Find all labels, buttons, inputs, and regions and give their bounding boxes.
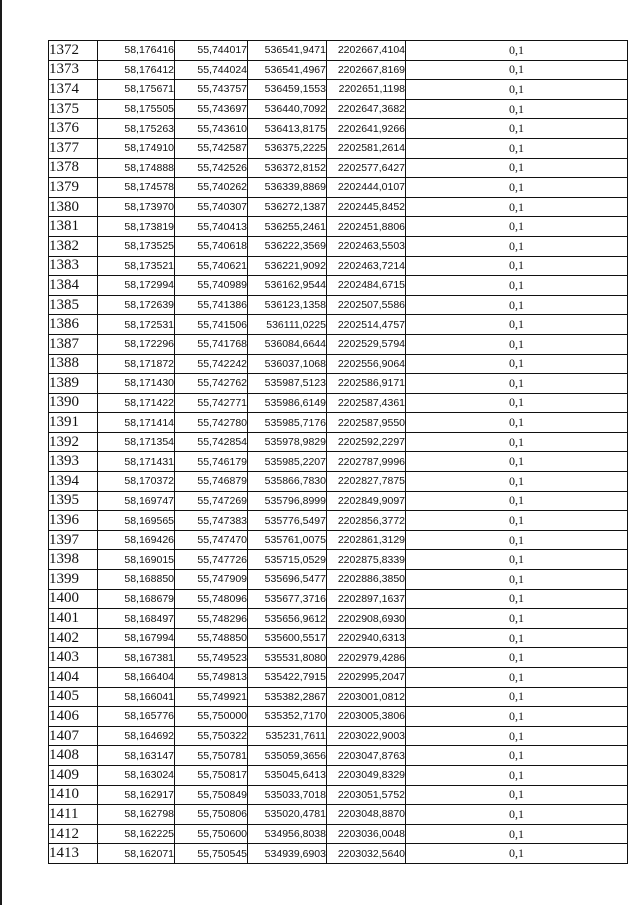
point-number-cell: 1373 — [49, 60, 98, 80]
accuracy-cell: 0,1 — [406, 570, 628, 590]
point-number-cell: 1412 — [49, 824, 98, 844]
coord-y-cell: 2202667,8169 — [327, 60, 406, 80]
point-number-cell: 1408 — [49, 746, 98, 766]
coord-y-cell: 2203051,5752 — [327, 785, 406, 805]
longitude-cell: 55,749523 — [175, 648, 248, 668]
accuracy-cell: 0,1 — [406, 530, 628, 550]
coord-y-cell: 2202445,8452 — [327, 197, 406, 217]
accuracy-cell: 0,1 — [406, 785, 628, 805]
accuracy-cell: 0,1 — [406, 609, 628, 629]
table-row — [49, 315, 628, 335]
point-number-cell: 1396 — [49, 511, 98, 531]
coord-x-cell: 534939,6903 — [248, 844, 327, 864]
accuracy-cell: 0,1 — [406, 158, 628, 178]
longitude-cell: 55,740307 — [175, 197, 248, 217]
latitude-cell: 58,164692 — [98, 726, 175, 746]
latitude-cell: 58,172639 — [98, 295, 175, 315]
latitude-cell: 58,171414 — [98, 413, 175, 433]
coord-y-cell: 2202514,4757 — [327, 315, 406, 335]
coord-x-cell: 535033,7018 — [248, 785, 327, 805]
coord-y-cell: 2203049,8329 — [327, 765, 406, 785]
table-row — [49, 217, 628, 237]
longitude-cell: 55,742762 — [175, 374, 248, 394]
coord-y-cell: 2202641,9266 — [327, 119, 406, 139]
coord-y-cell: 2202940,6313 — [327, 628, 406, 648]
table-row — [49, 824, 628, 844]
point-number-cell: 1413 — [49, 844, 98, 864]
coord-x-cell: 535776,5497 — [248, 511, 327, 531]
coord-x-cell: 535020,4781 — [248, 805, 327, 825]
accuracy-cell: 0,1 — [406, 648, 628, 668]
table-row — [49, 648, 628, 668]
point-number-cell: 1387 — [49, 334, 98, 354]
accuracy-cell: 0,1 — [406, 334, 628, 354]
latitude-cell: 58,162798 — [98, 805, 175, 825]
table-row — [49, 158, 628, 178]
latitude-cell: 58,172296 — [98, 334, 175, 354]
table-row — [49, 609, 628, 629]
coord-x-cell: 535987,5123 — [248, 374, 327, 394]
coord-x-cell: 536123,1358 — [248, 295, 327, 315]
table-row — [49, 687, 628, 707]
accuracy-cell: 0,1 — [406, 256, 628, 276]
point-number-cell: 1372 — [49, 41, 98, 61]
latitude-cell: 58,163147 — [98, 746, 175, 766]
coord-x-cell: 536413,8175 — [248, 119, 327, 139]
latitude-cell: 58,172994 — [98, 276, 175, 296]
longitude-cell: 55,750322 — [175, 726, 248, 746]
coord-y-cell: 2202886,3850 — [327, 570, 406, 590]
accuracy-cell: 0,1 — [406, 844, 628, 864]
point-number-cell: 1397 — [49, 530, 98, 550]
coord-y-cell: 2202667,4104 — [327, 41, 406, 61]
longitude-cell: 55,740989 — [175, 276, 248, 296]
coord-x-cell: 535761,0075 — [248, 530, 327, 550]
point-number-cell: 1378 — [49, 158, 98, 178]
coord-x-cell: 536222,3569 — [248, 236, 327, 256]
table-row — [49, 178, 628, 198]
longitude-cell: 55,750806 — [175, 805, 248, 825]
point-number-cell: 1400 — [49, 589, 98, 609]
coord-x-cell: 535656,9612 — [248, 609, 327, 629]
latitude-cell: 58,175505 — [98, 99, 175, 119]
point-number-cell: 1386 — [49, 315, 98, 335]
table-row — [49, 511, 628, 531]
longitude-cell: 55,746879 — [175, 472, 248, 492]
latitude-cell: 58,176412 — [98, 60, 175, 80]
longitude-cell: 55,740618 — [175, 236, 248, 256]
coord-x-cell: 536255,2461 — [248, 217, 327, 237]
latitude-cell: 58,163024 — [98, 765, 175, 785]
coord-y-cell: 2203047,8763 — [327, 746, 406, 766]
accuracy-cell: 0,1 — [406, 628, 628, 648]
accuracy-cell: 0,1 — [406, 295, 628, 315]
accuracy-cell: 0,1 — [406, 217, 628, 237]
coord-y-cell: 2202586,9171 — [327, 374, 406, 394]
longitude-cell: 55,742780 — [175, 413, 248, 433]
coord-x-cell: 535382,2867 — [248, 687, 327, 707]
point-number-cell: 1388 — [49, 354, 98, 374]
longitude-cell: 55,748096 — [175, 589, 248, 609]
latitude-cell: 58,173970 — [98, 197, 175, 217]
table-row — [49, 236, 628, 256]
table-row — [49, 550, 628, 570]
coord-y-cell: 2203005,3806 — [327, 707, 406, 727]
point-number-cell: 1380 — [49, 197, 98, 217]
table-row — [49, 452, 628, 472]
coord-y-cell: 2202875,8339 — [327, 550, 406, 570]
coord-x-cell: 535059,3656 — [248, 746, 327, 766]
point-number-cell: 1382 — [49, 236, 98, 256]
point-number-cell: 1409 — [49, 765, 98, 785]
coord-x-cell: 535715,0529 — [248, 550, 327, 570]
table-row — [49, 432, 628, 452]
accuracy-cell: 0,1 — [406, 765, 628, 785]
point-number-cell: 1379 — [49, 178, 98, 198]
point-number-cell: 1399 — [49, 570, 98, 590]
point-number-cell: 1402 — [49, 628, 98, 648]
longitude-cell: 55,747269 — [175, 491, 248, 511]
point-number-cell: 1393 — [49, 452, 98, 472]
accuracy-cell: 0,1 — [406, 687, 628, 707]
coord-x-cell: 535531,8080 — [248, 648, 327, 668]
table-row — [49, 785, 628, 805]
coordinates-table-body — [49, 41, 628, 864]
latitude-cell: 58,168497 — [98, 609, 175, 629]
latitude-cell: 58,176416 — [98, 41, 175, 61]
accuracy-cell: 0,1 — [406, 236, 628, 256]
point-number-cell: 1403 — [49, 648, 98, 668]
longitude-cell: 55,750545 — [175, 844, 248, 864]
table-row — [49, 197, 628, 217]
longitude-cell: 55,741386 — [175, 295, 248, 315]
latitude-cell: 58,171354 — [98, 432, 175, 452]
coord-x-cell: 535045,6413 — [248, 765, 327, 785]
coord-x-cell: 536372,8152 — [248, 158, 327, 178]
longitude-cell: 55,750849 — [175, 785, 248, 805]
accuracy-cell: 0,1 — [406, 393, 628, 413]
table-row — [49, 726, 628, 746]
latitude-cell: 58,166041 — [98, 687, 175, 707]
table-row — [49, 844, 628, 864]
coord-y-cell: 2202647,3682 — [327, 99, 406, 119]
latitude-cell: 58,171422 — [98, 393, 175, 413]
page-left-edge — [0, 0, 2, 905]
point-number-cell: 1406 — [49, 707, 98, 727]
coord-y-cell: 2202827,7875 — [327, 472, 406, 492]
accuracy-cell: 0,1 — [406, 589, 628, 609]
point-number-cell: 1390 — [49, 393, 98, 413]
coord-y-cell: 2203048,8870 — [327, 805, 406, 825]
coord-x-cell: 536375,2225 — [248, 138, 327, 158]
latitude-cell: 58,173525 — [98, 236, 175, 256]
accuracy-cell: 0,1 — [406, 707, 628, 727]
table-row — [49, 628, 628, 648]
latitude-cell: 58,174910 — [98, 138, 175, 158]
point-number-cell: 1375 — [49, 99, 98, 119]
accuracy-cell: 0,1 — [406, 726, 628, 746]
table-row — [49, 99, 628, 119]
coord-x-cell: 536037,1068 — [248, 354, 327, 374]
table-row — [49, 589, 628, 609]
accuracy-cell: 0,1 — [406, 491, 628, 511]
accuracy-cell: 0,1 — [406, 41, 628, 61]
coord-x-cell: 536084,6644 — [248, 334, 327, 354]
table-row — [49, 295, 628, 315]
longitude-cell: 55,742771 — [175, 393, 248, 413]
table-row — [49, 256, 628, 276]
accuracy-cell: 0,1 — [406, 432, 628, 452]
table-row — [49, 393, 628, 413]
accuracy-cell: 0,1 — [406, 413, 628, 433]
accuracy-cell: 0,1 — [406, 197, 628, 217]
longitude-cell: 55,747470 — [175, 530, 248, 550]
longitude-cell: 55,749813 — [175, 668, 248, 688]
latitude-cell: 58,165776 — [98, 707, 175, 727]
point-number-cell: 1401 — [49, 609, 98, 629]
coord-x-cell: 536440,7092 — [248, 99, 327, 119]
point-number-cell: 1385 — [49, 295, 98, 315]
accuracy-cell: 0,1 — [406, 452, 628, 472]
accuracy-cell: 0,1 — [406, 119, 628, 139]
coord-x-cell: 535677,3716 — [248, 589, 327, 609]
point-number-cell: 1394 — [49, 472, 98, 492]
latitude-cell: 58,175263 — [98, 119, 175, 139]
longitude-cell: 55,744024 — [175, 60, 248, 80]
coord-x-cell: 535796,8999 — [248, 491, 327, 511]
longitude-cell: 55,741506 — [175, 315, 248, 335]
point-number-cell: 1395 — [49, 491, 98, 511]
latitude-cell: 58,171872 — [98, 354, 175, 374]
coord-x-cell: 536339,8869 — [248, 178, 327, 198]
longitude-cell: 55,743610 — [175, 119, 248, 139]
coord-x-cell: 536459,1553 — [248, 80, 327, 100]
accuracy-cell: 0,1 — [406, 805, 628, 825]
point-number-cell: 1376 — [49, 119, 98, 139]
latitude-cell: 58,167994 — [98, 628, 175, 648]
longitude-cell: 55,748296 — [175, 609, 248, 629]
longitude-cell: 55,750000 — [175, 707, 248, 727]
accuracy-cell: 0,1 — [406, 60, 628, 80]
coord-x-cell: 536111,0225 — [248, 315, 327, 335]
coord-y-cell: 2202587,9550 — [327, 413, 406, 433]
coord-y-cell: 2202592,2297 — [327, 432, 406, 452]
coord-y-cell: 2202787,9996 — [327, 452, 406, 472]
table-row — [49, 413, 628, 433]
longitude-cell: 55,749921 — [175, 687, 248, 707]
longitude-cell: 55,740621 — [175, 256, 248, 276]
point-number-cell: 1392 — [49, 432, 98, 452]
coord-y-cell: 2202995,2047 — [327, 668, 406, 688]
coord-x-cell: 535978,9829 — [248, 432, 327, 452]
coord-y-cell: 2202849,9097 — [327, 491, 406, 511]
table-row — [49, 746, 628, 766]
latitude-cell: 58,168679 — [98, 589, 175, 609]
coord-x-cell: 535866,7830 — [248, 472, 327, 492]
longitude-cell: 55,742242 — [175, 354, 248, 374]
longitude-cell: 55,740413 — [175, 217, 248, 237]
point-number-cell: 1410 — [49, 785, 98, 805]
coord-x-cell: 535985,7176 — [248, 413, 327, 433]
latitude-cell: 58,162071 — [98, 844, 175, 864]
table-row — [49, 707, 628, 727]
latitude-cell: 58,169747 — [98, 491, 175, 511]
point-number-cell: 1384 — [49, 276, 98, 296]
coord-x-cell: 536541,9471 — [248, 41, 327, 61]
coord-y-cell: 2202507,5586 — [327, 295, 406, 315]
coord-x-cell: 535696,5477 — [248, 570, 327, 590]
coord-x-cell: 535985,2207 — [248, 452, 327, 472]
coord-x-cell: 536221,9092 — [248, 256, 327, 276]
point-number-cell: 1407 — [49, 726, 98, 746]
table-row — [49, 765, 628, 785]
coord-y-cell: 2202856,3772 — [327, 511, 406, 531]
longitude-cell: 55,747726 — [175, 550, 248, 570]
coord-x-cell: 535422,7915 — [248, 668, 327, 688]
latitude-cell: 58,169565 — [98, 511, 175, 531]
latitude-cell: 58,172531 — [98, 315, 175, 335]
accuracy-cell: 0,1 — [406, 746, 628, 766]
longitude-cell: 55,742526 — [175, 158, 248, 178]
coord-y-cell: 2202444,0107 — [327, 178, 406, 198]
coord-y-cell: 2203001,0812 — [327, 687, 406, 707]
table-row — [49, 491, 628, 511]
longitude-cell: 55,750781 — [175, 746, 248, 766]
coord-y-cell: 2202651,1198 — [327, 80, 406, 100]
latitude-cell: 58,169426 — [98, 530, 175, 550]
coord-x-cell: 535231,7611 — [248, 726, 327, 746]
coord-x-cell: 535986,6149 — [248, 393, 327, 413]
latitude-cell: 58,169015 — [98, 550, 175, 570]
point-number-cell: 1404 — [49, 668, 98, 688]
table-row — [49, 374, 628, 394]
table-row — [49, 119, 628, 139]
coord-y-cell: 2202556,9064 — [327, 354, 406, 374]
latitude-cell: 58,174578 — [98, 178, 175, 198]
accuracy-cell: 0,1 — [406, 315, 628, 335]
point-number-cell: 1405 — [49, 687, 98, 707]
latitude-cell: 58,174888 — [98, 158, 175, 178]
table-row — [49, 276, 628, 296]
longitude-cell: 55,740262 — [175, 178, 248, 198]
latitude-cell: 58,166404 — [98, 668, 175, 688]
table-row — [49, 80, 628, 100]
longitude-cell: 55,747383 — [175, 511, 248, 531]
table-row — [49, 668, 628, 688]
accuracy-cell: 0,1 — [406, 354, 628, 374]
latitude-cell: 58,162917 — [98, 785, 175, 805]
latitude-cell: 58,173521 — [98, 256, 175, 276]
coord-y-cell: 2202529,5794 — [327, 334, 406, 354]
longitude-cell: 55,743757 — [175, 80, 248, 100]
coord-y-cell: 2202908,6930 — [327, 609, 406, 629]
coord-x-cell: 536162,9544 — [248, 276, 327, 296]
accuracy-cell: 0,1 — [406, 138, 628, 158]
point-number-cell: 1374 — [49, 80, 98, 100]
longitude-cell: 55,742854 — [175, 432, 248, 452]
accuracy-cell: 0,1 — [406, 276, 628, 296]
longitude-cell: 55,750600 — [175, 824, 248, 844]
longitude-cell: 55,750817 — [175, 765, 248, 785]
coord-x-cell: 534956,8038 — [248, 824, 327, 844]
coord-y-cell: 2202979,4286 — [327, 648, 406, 668]
longitude-cell: 55,741768 — [175, 334, 248, 354]
latitude-cell: 58,175671 — [98, 80, 175, 100]
longitude-cell: 55,748850 — [175, 628, 248, 648]
latitude-cell: 58,171431 — [98, 452, 175, 472]
table-row — [49, 60, 628, 80]
accuracy-cell: 0,1 — [406, 99, 628, 119]
coord-x-cell: 536272,1387 — [248, 197, 327, 217]
point-number-cell: 1398 — [49, 550, 98, 570]
longitude-cell: 55,742587 — [175, 138, 248, 158]
longitude-cell: 55,746179 — [175, 452, 248, 472]
point-number-cell: 1389 — [49, 374, 98, 394]
coord-x-cell: 535600,5517 — [248, 628, 327, 648]
table-row — [49, 805, 628, 825]
coord-y-cell: 2202587,4361 — [327, 393, 406, 413]
coord-y-cell: 2203032,5640 — [327, 844, 406, 864]
coord-y-cell: 2202577,6427 — [327, 158, 406, 178]
coord-y-cell: 2202484,6715 — [327, 276, 406, 296]
longitude-cell: 55,743697 — [175, 99, 248, 119]
longitude-cell: 55,747909 — [175, 570, 248, 590]
point-number-cell: 1391 — [49, 413, 98, 433]
point-number-cell: 1411 — [49, 805, 98, 825]
point-number-cell: 1383 — [49, 256, 98, 276]
accuracy-cell: 0,1 — [406, 178, 628, 198]
coord-y-cell: 2202861,3129 — [327, 530, 406, 550]
latitude-cell: 58,168850 — [98, 570, 175, 590]
coord-y-cell: 2202463,7214 — [327, 256, 406, 276]
coord-y-cell: 2202451,8806 — [327, 217, 406, 237]
coordinates-table — [48, 40, 628, 864]
coord-x-cell: 536541,4967 — [248, 60, 327, 80]
longitude-cell: 55,744017 — [175, 41, 248, 61]
accuracy-cell: 0,1 — [406, 668, 628, 688]
latitude-cell: 58,171430 — [98, 374, 175, 394]
accuracy-cell: 0,1 — [406, 511, 628, 531]
table-row — [49, 530, 628, 550]
latitude-cell: 58,170372 — [98, 472, 175, 492]
coord-y-cell: 2202897,1637 — [327, 589, 406, 609]
table-row — [49, 138, 628, 158]
accuracy-cell: 0,1 — [406, 550, 628, 570]
table-row — [49, 41, 628, 61]
point-number-cell: 1377 — [49, 138, 98, 158]
table-row — [49, 354, 628, 374]
table-row — [49, 334, 628, 354]
coord-y-cell: 2203036,0048 — [327, 824, 406, 844]
latitude-cell: 58,162225 — [98, 824, 175, 844]
accuracy-cell: 0,1 — [406, 472, 628, 492]
accuracy-cell: 0,1 — [406, 824, 628, 844]
latitude-cell: 58,167381 — [98, 648, 175, 668]
latitude-cell: 58,173819 — [98, 217, 175, 237]
point-number-cell: 1381 — [49, 217, 98, 237]
coord-y-cell: 2202581,2614 — [327, 138, 406, 158]
table-row — [49, 472, 628, 492]
coord-y-cell: 2202463,5503 — [327, 236, 406, 256]
accuracy-cell: 0,1 — [406, 80, 628, 100]
accuracy-cell: 0,1 — [406, 374, 628, 394]
coord-y-cell: 2203022,9003 — [327, 726, 406, 746]
table-row — [49, 570, 628, 590]
coord-x-cell: 535352,7170 — [248, 707, 327, 727]
